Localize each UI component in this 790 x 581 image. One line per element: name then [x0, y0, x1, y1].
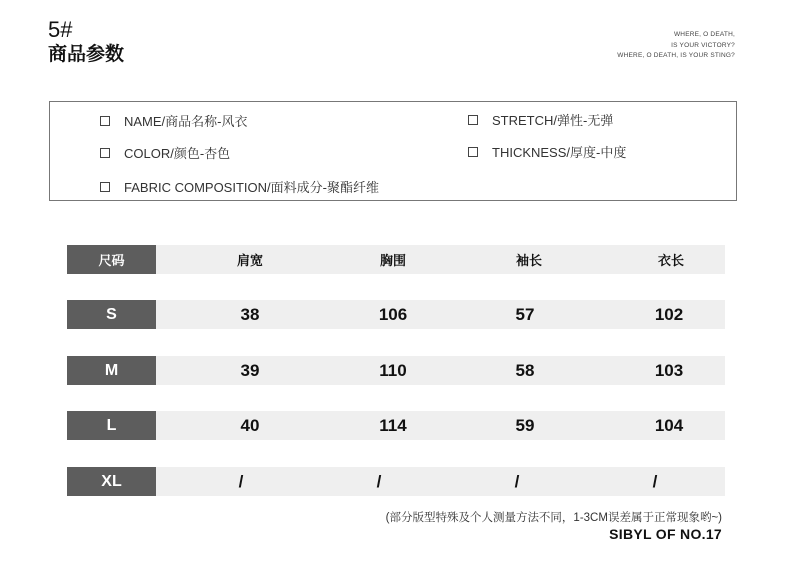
shoulder-value: 40	[240, 415, 260, 435]
checkbox-icon	[468, 147, 478, 157]
sleeve-value: 58	[515, 360, 535, 380]
chest-value: 106	[378, 304, 408, 324]
param-label: FABRIC COMPOSITION/面料成分-聚酯纤维	[124, 180, 379, 195]
shoulder-value: 38	[240, 304, 260, 324]
size-label: M	[67, 356, 156, 385]
chest-value: 110	[379, 360, 407, 380]
section-number: 5#	[48, 17, 73, 42]
table-header-row	[67, 245, 725, 274]
param-name	[100, 111, 248, 130]
length-value: 104	[654, 415, 684, 435]
param-stretch	[468, 110, 613, 129]
quote-line: WHERE, O DEATH,	[673, 31, 735, 38]
sleeve-value: /	[514, 471, 520, 491]
param-label: STRETCH/弹性-无弹	[492, 113, 614, 128]
length-value: /	[652, 471, 658, 491]
header-sleeve: 袖长	[515, 253, 542, 268]
param-label: COLOR/颜色-杏色	[124, 146, 231, 161]
table-row-l	[67, 411, 725, 440]
quote-line: IS YOUR VICTORY?	[671, 41, 735, 49]
length-value: 102	[654, 304, 684, 324]
brand-name: SIBYL OF NO.17	[609, 526, 722, 542]
shoulder-value: /	[238, 471, 244, 491]
measurement-note: (部分版型特殊及个人测量方法不同，1-3CM误差属于正常现象哟~)	[385, 512, 722, 524]
length-value: 103	[654, 360, 684, 380]
param-thickness	[468, 142, 626, 161]
header-shoulder: 肩宽	[236, 253, 263, 268]
table-row-s	[67, 300, 725, 329]
header-size: 尺码	[67, 245, 156, 274]
page-title: 商品参数	[48, 44, 125, 65]
size-label: S	[67, 300, 156, 329]
quote-line: WHERE, O DEATH, IS YOUR STING?	[617, 52, 735, 59]
checkbox-icon	[100, 182, 110, 192]
checkbox-icon	[100, 148, 110, 158]
param-color	[100, 143, 230, 162]
sleeve-value: 57	[515, 304, 535, 324]
size-label: XL	[67, 467, 156, 496]
chest-value: 114	[379, 415, 407, 435]
header-length: 衣长	[657, 253, 684, 268]
sleeve-value: 59	[515, 415, 535, 435]
params-box	[49, 101, 737, 201]
quote-block	[617, 30, 735, 62]
param-label: THICKNESS/厚度-中度	[492, 145, 627, 160]
param-label: NAME/商品名称-风衣	[124, 114, 248, 129]
header-chest: 胸围	[379, 253, 406, 268]
checkbox-icon	[468, 115, 478, 125]
chest-value: /	[376, 471, 382, 491]
table-row-m	[67, 356, 725, 385]
shoulder-value: 39	[240, 360, 260, 380]
checkbox-icon	[100, 116, 110, 126]
param-fabric	[100, 177, 379, 196]
table-row-xl	[67, 467, 725, 496]
size-label: L	[67, 411, 156, 440]
